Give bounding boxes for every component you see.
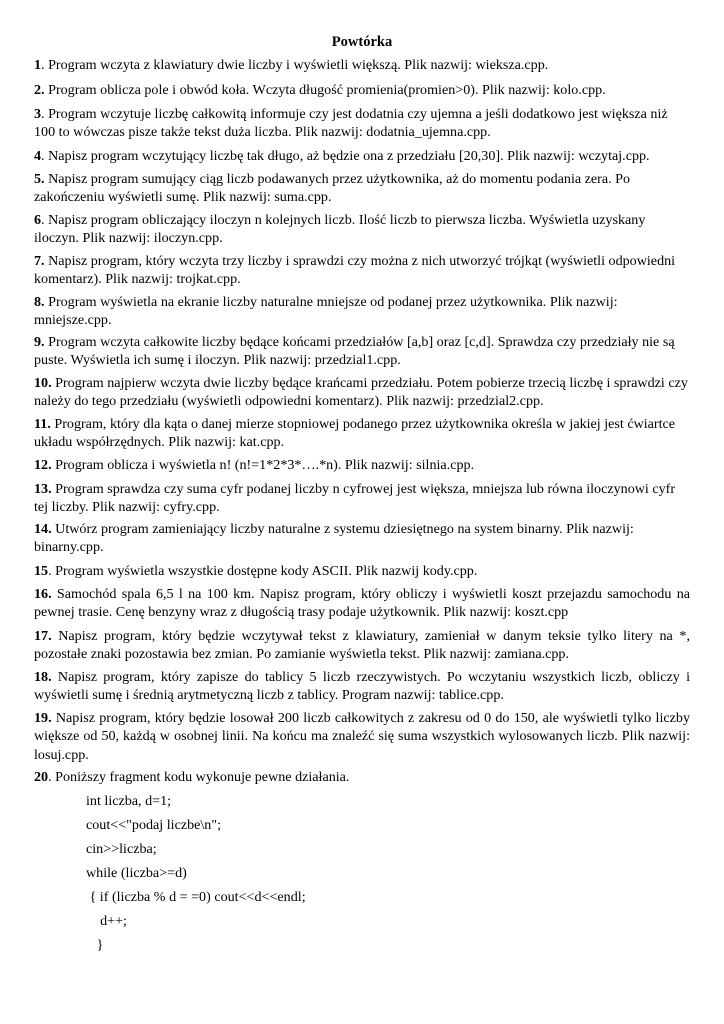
task-text: Program najpierw wczyta dwie liczby będące krańcami przedziału. Potem pobierze trzecią liczbę i sprawdzi czy należy do tego przedziału (wyświetli odpowiedni komentarz). Plik nazwij: przedzial2.cpp. xyxy=(34,375,688,410)
task-number: 15 xyxy=(34,563,49,579)
code-line: cout<<"podaj liczbe\n"; xyxy=(86,817,222,833)
task-20 xyxy=(34,768,690,786)
task-17 xyxy=(34,627,690,664)
task-8 xyxy=(34,293,690,330)
code-line: cin>>liczba; xyxy=(86,841,157,857)
task-number: 11. xyxy=(34,416,51,432)
task-number: 14. xyxy=(34,521,52,537)
task-number: 9. xyxy=(34,334,45,350)
task-5 xyxy=(34,170,690,207)
task-18 xyxy=(34,668,690,705)
task-1 xyxy=(34,56,690,74)
task-text: . Program wyświetla wszystkie dostępne kody ASCII. Plik nazwij kody.cpp. xyxy=(48,563,478,579)
task-text: Utwórz program zamieniający liczby naturalne z systemu dziesiętnego na system binarny. Plik nazwij: binarny.cpp. xyxy=(34,521,634,556)
task-4 xyxy=(34,147,690,165)
task-text: Napisz program, który zapisze do tablicy 5 liczb rzeczywistych. Po wczytaniu wszystkich liczb, obliczy i wyświetli sumę i średnią arytmetyczną liczb z tablicy. Program nazwij: tablice.cpp. xyxy=(34,669,690,704)
task-7 xyxy=(34,252,690,289)
task-number: 13. xyxy=(34,481,52,497)
task-12 xyxy=(34,456,690,474)
task-number: 16. xyxy=(34,586,52,602)
task-text: . Poniższy fragment kodu wykonuje pewne działania. xyxy=(48,769,350,785)
task-number: 18. xyxy=(34,669,52,685)
task-number: 1 xyxy=(34,57,42,73)
task-text: Program oblicza pole i obwód koła. Wczyta długość promienia(promien>0). Plik nazwij: kolo.cpp. xyxy=(44,82,606,98)
code-line: d++; xyxy=(86,913,127,929)
task-number: 4 xyxy=(34,148,42,164)
task-11 xyxy=(34,415,690,452)
task-number: 17. xyxy=(34,628,52,644)
task-text: Program oblicza i wyświetla n! (n!=1*2*3*….*n). Plik nazwij: silnia.cpp. xyxy=(51,457,475,473)
task-14 xyxy=(34,520,690,557)
task-text: . Napisz program wczytujący liczbę tak długo, aż będzie ona z przedziału [20,30]. Plik nazwij: wczytaj.cpp. xyxy=(41,148,650,164)
task-number: 10. xyxy=(34,375,52,391)
task-15 xyxy=(34,562,690,580)
task-19 xyxy=(34,709,690,764)
task-3 xyxy=(34,105,690,142)
code-line: while (liczba>=d) xyxy=(86,865,187,881)
task-2 xyxy=(34,81,690,99)
task-text: Program wczyta całkowite liczby będące końcami przedziałów [a,b] oraz [c,d]. Sprawdza czy przedziały nie są puste. Wyświetla ich sumę i iloczyn. Plik nazwij: przedzial1.cpp. xyxy=(34,334,675,369)
task-text: Program, który dla kąta o danej mierze stopniowej podanego przez użytkownika określa w jakiej jest ćwiartce układu współrzędnych. Plik nazwij: kat.cpp. xyxy=(34,416,676,451)
task-number: 2. xyxy=(34,82,45,98)
code-line: } xyxy=(86,937,104,953)
task-number: 8. xyxy=(34,294,45,310)
task-16 xyxy=(34,585,690,622)
task-number: 3 xyxy=(34,106,42,122)
task-text: Napisz program, który będzie losował 200 liczb całkowitych z zakresu od 0 do 150, ale wyświetli tylko liczby większe od 50, każdą w osobnej linii. Na końcu ma znaleźć się suma wszystkich wylosowanych liczb. Plik nazwij: losuj.cpp. xyxy=(34,710,690,763)
task-text: . Napisz program obliczający iloczyn n kolejnych liczb. Ilość liczb to pierwsza liczba. Wyświetla uzyskany iloczyn. Plik nazwij: iloczyn.cpp. xyxy=(34,212,646,247)
task-text: Napisz program sumujący ciąg liczb podawanych przez użytkownika, aż do momentu podania zera. Po zakończeniu wyświetli sumę. Plik nazwij: suma.cpp. xyxy=(34,171,631,206)
task-text: Program wyświetla na ekranie liczby naturalne mniejsze od podanej przez użytkownika. Plik nazwij: mniejsze.cpp. xyxy=(34,294,618,329)
task-6 xyxy=(34,211,690,248)
code-line: { if (liczba % d = =0) cout<<d<<endl; xyxy=(86,889,306,905)
task-text: Napisz program, który będzie wczytywał tekst z klawiatury, zamieniał w danym teksie tylko litery na *, pozostałe znaki pozostawia bez zmian. Po zamianie wyświetla tekst. Plik nazwij: zamiana.cpp. xyxy=(34,628,690,663)
task-number: 20 xyxy=(34,769,49,785)
task-text: . Program wczytuje liczbę całkowitą informuje czy jest dodatnia czy ujemna a jeśli dodatkowo jest większa niż 100 to wówczas pisze także tekst duża liczba. Plik nazwij: dodatnia_ujemna.cpp. xyxy=(34,106,668,141)
task-number: 12. xyxy=(34,457,52,473)
task-number: 7. xyxy=(34,253,45,269)
task-9 xyxy=(34,333,690,370)
task-text: . Program wczyta z klawiatury dwie liczby i wyświetli większą. Plik nazwij: wieksza.cpp. xyxy=(41,57,549,73)
task-text: Program sprawdza czy suma cyfr podanej liczby n cyfrowej jest większa, mniejsza lub równa iloczynowi cyfr tej liczby. Plik nazwij: cyfry.cpp. xyxy=(34,481,676,516)
task-number: 5. xyxy=(34,171,45,187)
task-13 xyxy=(34,480,690,517)
task-text: Napisz program, który wczyta trzy liczby i sprawdzi czy można z nich utworzyć trójkąt (wyświetli odpowiedni komentarz). Plik nazwij: trojkat.cpp. xyxy=(34,253,676,288)
task-number: 6 xyxy=(34,212,42,228)
code-line: int liczba, d=1; xyxy=(86,793,172,809)
task-number: 19. xyxy=(34,710,52,726)
task-text: Samochód spala 6,5 l na 100 km. Napisz program, który obliczy i wyświetli koszt przejazdu samochodu na pewnej trasie. Cenę benzyny wraz z długością trasy podaje użytkownik. Plik nazwij: koszt.cpp xyxy=(34,586,690,621)
task-10 xyxy=(34,374,690,411)
document-title: Powtórka xyxy=(331,34,393,50)
